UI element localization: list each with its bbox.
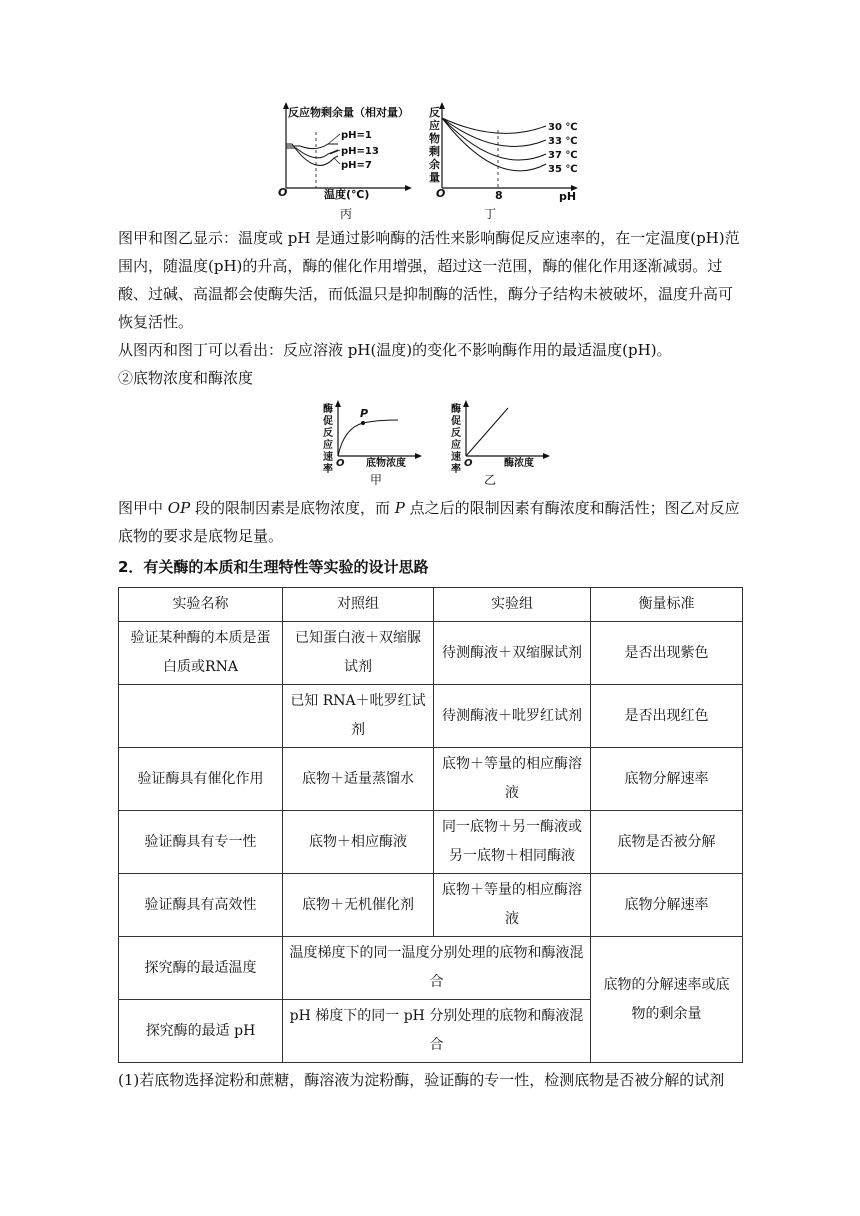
svg-text:率: 率: [323, 464, 333, 475]
table-cell: 底物分解速率: [591, 874, 743, 937]
figure-bing: [278, 100, 418, 222]
svg-text:应: 应: [429, 119, 440, 132]
ding-xlabel: pH: [559, 190, 577, 203]
svg-text:余: 余: [429, 158, 440, 171]
table-cell: 是否出现紫色: [591, 622, 743, 685]
paragraph-substrate-heading: ②底物浓度和酶浓度: [118, 369, 254, 387]
svg-text:促: 促: [323, 416, 333, 427]
bing-series-1: pH=1: [341, 130, 372, 141]
svg-text:速: 速: [451, 452, 461, 463]
svg-text:促: 促: [451, 416, 461, 427]
table-cell: 底物是否被分解: [591, 811, 743, 874]
experiment-table: [118, 587, 743, 1063]
table-cell: 探究酶的最适温度: [119, 937, 283, 1000]
table-cell: 已知 RNA＋吡罗红试剂: [283, 685, 434, 748]
ding-series-2: 33 ℃: [548, 136, 578, 147]
ding-series-1: 30 ℃: [548, 122, 578, 133]
table-header-row: [119, 588, 743, 622]
bing-series-2: pH=13: [341, 146, 379, 157]
jia-xlabel: 底物浓度: [366, 458, 406, 469]
jia-caption: 甲: [370, 473, 383, 487]
table-row: [119, 937, 743, 1000]
paragraph-temperature-ph: 图甲和图乙显示：温度或 pH 是通过影响酶的活性来影响酶促反应速率的，在一定温度(pH)范围内，随温度(pH)的升高，酶的催化作用增强，超过这一范围，酶的催化作用逐渐减弱。过酸、过碱、高温都会使酶失活，而低温只是抑制酶的活性，酶分子结构未被破坏，温度升高可恢复活性。: [118, 229, 740, 331]
ding-xtick: 8: [495, 189, 503, 202]
table-row: [119, 622, 743, 685]
table-row: [119, 874, 743, 937]
svg-text:应: 应: [451, 440, 461, 451]
ding-caption: 丁: [484, 207, 497, 221]
yi-caption: 乙: [484, 473, 497, 487]
table-cell: 底物＋无机催化剂: [283, 874, 434, 937]
table-row: [119, 811, 743, 874]
svg-text:应: 应: [323, 440, 333, 451]
table-cell: 底物的分解速率或底物的剩余量: [591, 937, 743, 1063]
ding-series-3: 37 ℃: [548, 150, 578, 161]
ding-ylabel: [429, 105, 440, 184]
yi-origin: O: [464, 458, 473, 469]
table-cell: 验证酶具有高效性: [119, 874, 283, 937]
paragraph-optimum: 从图丙和图丁可以看出：反应溶液 pH(温度)的变化不影响酶作用的最适温度(pH)。: [118, 341, 672, 359]
table-cell: 验证酶具有催化作用: [119, 748, 283, 811]
table-cell: pH 梯度下的同一 pH 分别处理的底物和酶液混合: [283, 1000, 591, 1063]
table-cell: 同一底物＋另一酶液或另一底物＋相同酶液: [434, 811, 591, 874]
table-cell: 是否出现红色: [591, 685, 743, 748]
svg-text:酶: 酶: [323, 404, 333, 415]
table-header-cell: 实验组: [434, 588, 591, 622]
svg-text:速: 速: [323, 452, 333, 463]
section-heading: 2．有关酶的本质和生理特性等实验的设计思路: [118, 558, 429, 576]
table-cell: 温度梯度下的同一温度分别处理的底物和酶液混合: [283, 937, 591, 1000]
svg-text:反: 反: [451, 428, 461, 439]
table-row: [119, 685, 743, 748]
table-cell: 底物＋相应酶液: [283, 811, 434, 874]
p-point-label: P: [394, 499, 405, 517]
yi-xlabel: 酶浓度: [504, 458, 534, 469]
svg-text:反: 反: [323, 428, 333, 439]
table-header-cell: 衡量标准: [591, 588, 743, 622]
bing-origin: O: [278, 186, 288, 199]
table-cell: 验证酶具有专一性: [119, 811, 283, 874]
svg-text:反: 反: [429, 106, 440, 119]
table-cell: [119, 685, 283, 748]
figure-jia: [318, 398, 428, 490]
figure-ding: [426, 100, 586, 222]
bing-ylabel: 反应物剩余量（相对量）: [288, 106, 409, 119]
table-cell: 验证某种酶的本质是蛋白质或RNA: [119, 622, 283, 685]
table-cell: 底物＋等量的相应酶溶液: [434, 748, 591, 811]
table-cell: 待测酶液＋双缩脲试剂: [434, 622, 591, 685]
jia-point: P: [360, 407, 369, 420]
table-cell: 已知蛋白液＋双缩脲试剂: [283, 622, 434, 685]
svg-text:酶: 酶: [451, 404, 461, 415]
ding-series-4: 35 ℃: [548, 164, 578, 175]
svg-text:率: 率: [451, 464, 461, 475]
figure-yi: [446, 398, 556, 490]
svg-text:量: 量: [429, 171, 440, 184]
table-cell: 待测酶液＋吡罗红试剂: [434, 685, 591, 748]
bing-caption: 丙: [340, 207, 353, 221]
ding-origin: O: [436, 187, 446, 200]
table-cell: 底物分解速率: [591, 748, 743, 811]
jia-origin: O: [336, 458, 345, 469]
op-segment-label: OP: [167, 499, 191, 517]
table-header-cell: 实验名称: [119, 588, 283, 622]
bing-xlabel: 温度(℃): [324, 188, 370, 201]
table-header-cell: 对照组: [283, 588, 434, 622]
table-cell: 底物＋适量蒸馏水: [283, 748, 434, 811]
svg-text:剩: 剩: [429, 145, 440, 158]
paragraph-last: (1)若底物选择淀粉和蔗糖，酶溶液为淀粉酶，验证酶的专一性，检测底物是否被分解的试剂: [118, 1071, 725, 1089]
paragraph-limiting-factors: 图甲中 OP 段的限制因素是底物浓度，而 P 点之后的限制因素有酶浓度和酶活性；图乙对反应底物的要求是底物足量。: [118, 499, 740, 545]
bing-series-3: pH=7: [341, 160, 372, 171]
table-cell: 探究酶的最适 pH: [119, 1000, 283, 1063]
yi-ylabel: [451, 402, 461, 475]
jia-ylabel: [323, 402, 333, 475]
table-cell: 底物＋等量的相应酶溶液: [434, 874, 591, 937]
table-row: [119, 748, 743, 811]
svg-text:物: 物: [429, 132, 440, 145]
